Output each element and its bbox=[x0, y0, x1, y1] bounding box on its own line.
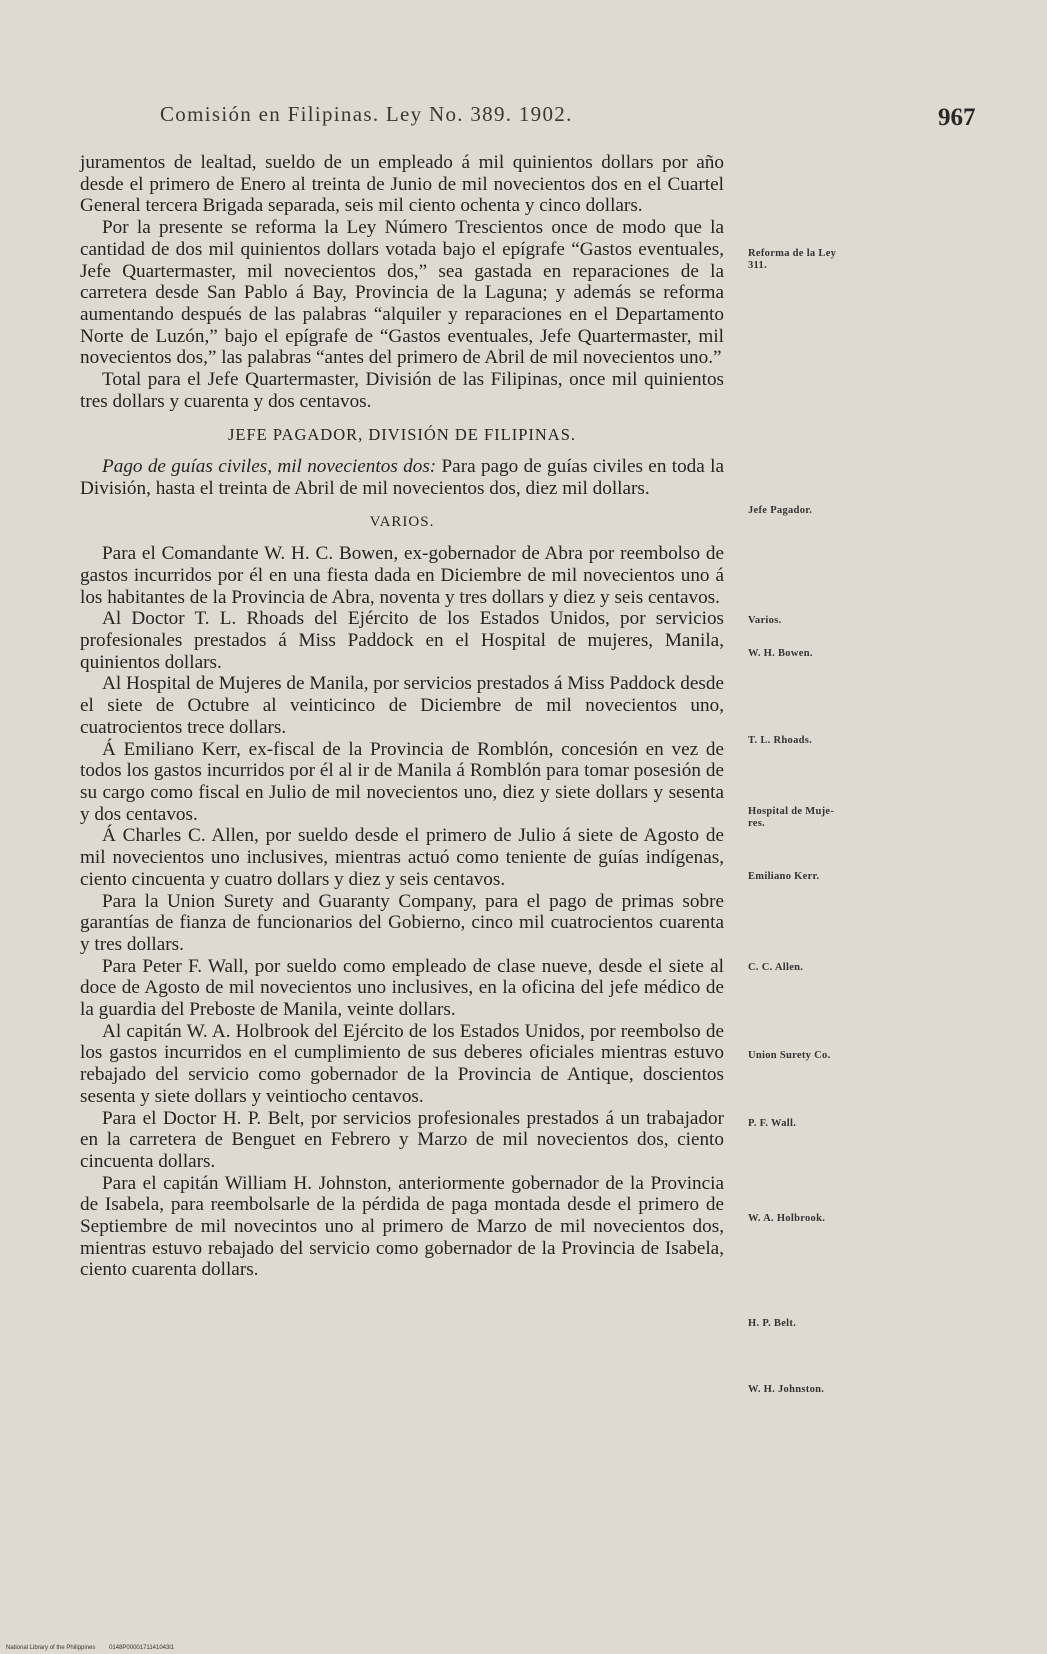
margin-note-holbrook: W. A. Holbrook. bbox=[748, 1213, 826, 1224]
page-number: 967 bbox=[938, 104, 976, 131]
paragraph: Para el Doctor H. P. Belt, por servicios profesionales prestados á un trabajador en la carretera de Benguet en Febrero y Marzo de mil novecientos dos, ciento cincuenta dollars. bbox=[80, 1107, 724, 1172]
main-text-column bbox=[80, 152, 724, 1281]
paragraph: Al Hospital de Mujeres de Manila, por servicios prestados á Miss Paddock desde el siete de Octubre al veinticinco de Diciembre de mil novecientos uno, cuatrocientos trece dollars. bbox=[80, 673, 724, 738]
margin-note-reforma bbox=[748, 248, 908, 272]
margin-note-bowen: W. H. Bowen. bbox=[748, 648, 813, 659]
margin-note-johnston: W. H. Johnston. bbox=[748, 1384, 825, 1395]
margin-note-belt: H. P. Belt. bbox=[748, 1318, 797, 1329]
margin-note-jefe-pagador: Jefe Pagador. bbox=[748, 505, 813, 516]
italic-lead: Pago de guías civiles, mil novecientos dos: bbox=[102, 456, 437, 478]
margin-note-allen: C. C. Allen. bbox=[748, 962, 804, 973]
paragraph: Á Emiliano Kerr, ex-fiscal de la Provincia de Romblón, concesión en vez de todos los gastos incurridos por él al ir de Manila á Romblón para tomar posesión de su cargo como fiscal en Julio de mil novecientos uno, diez y siete dollars y sesenta y dos centavos. bbox=[80, 738, 724, 825]
paragraph: juramentos de lealtad, sueldo de un empleado á mil quinientos dollars por año desde el primero de Enero al treinta de Junio de mil novecientos dos en el Cuartel General tercera Brigada separada, seis mil ciento ochenta y cinco dollars. bbox=[80, 152, 724, 217]
section-heading-jefe-pagador: JEFE PAGADOR, DIVISIÓN DE FILIPINAS. bbox=[228, 425, 576, 445]
running-title: Comisión en Filipinas. Ley No. 389. 1902. bbox=[160, 102, 573, 126]
footer-code: 0148P0000171141043l1 bbox=[109, 1645, 175, 1651]
paragraph: Al capitán W. A. Holbrook del Ejército de los Estados Unidos, por reembolso de los gastos incurridos en el cumplimiento de sus deberes oficiales mientras estuvo rebajado del servicio como gobernador de la Provincia de Antique, doscientos sesenta y siete dollars y veintiocho centavos. bbox=[80, 1020, 724, 1107]
section-heading-varios: VARIOS. bbox=[369, 513, 435, 530]
scan-footer bbox=[6, 1645, 186, 1651]
paragraph-text: Para pago de guías civiles en toda la División, hasta el treinta de Abril de mil novecientos dos, diez mil dollars. bbox=[80, 456, 724, 499]
margin-note-line: Hospital de Muje- bbox=[748, 806, 835, 817]
margin-note-line: 311. bbox=[748, 260, 767, 271]
paragraph bbox=[80, 456, 724, 499]
paragraph: Para Peter F. Wall, por sueldo como empleado de clase nueve, desde el siete al doce de Agosto de mil novecientos uno inclusives, en la oficina del jefe médico de la guardia del Preboste de Manila, veinte dollars. bbox=[80, 955, 724, 1021]
margin-note-wall: P. F. Wall. bbox=[748, 1118, 797, 1129]
margin-note-line: Reforma de la Ley bbox=[748, 248, 837, 259]
paragraph: Al Doctor T. L. Rhoads del Ejército de los Estados Unidos, por servicios profesionales prestados á Miss Paddock en el Hospital de mujeres, Manila, quinientos dollars. bbox=[80, 608, 724, 673]
paragraph: Para el capitán William H. Johnston, anteriormente gobernador de la Provincia de Isabela, para reembolsarle de la pérdida de paga montada desde el primero de Septiembre de mil novecintos uno al primero de Marzo de mil novecientos dos, mientras estuvo rebajado del servicio como gobernador de la Provincia de Isabela, ciento cuarenta dollars. bbox=[80, 1172, 724, 1281]
paragraph: Por la presente se reforma la Ley Número Trescientos once de modo que la cantidad de dos mil quinientos dollars votada bajo el epígrafe “Gastos eventuales, Jefe Quartermaster, mil novecientos dos,” sea gastada en reparaciones de la carretera desde San Pablo á Bay, Provincia de la Laguna; y además se reforma aumentando después de las palabras “alquiler y reparaciones en el Departamento Norte de Luzón,” bajo el epígrafe de “Gastos eventuales, Jefe Quartermaster, mil novecientos dos,” las palabras “antes del primero de Abril de mil novecientos uno.” bbox=[80, 217, 724, 369]
margin-note-union: Union Surety Co. bbox=[748, 1050, 831, 1061]
margin-note-hospital bbox=[748, 806, 908, 830]
paragraph: Para el Comandante W. H. C. Bowen, ex-gobernador de Abra por reembolso de gastos incurridos por él en una fiesta dada en Diciembre de mil novecientos uno á los habitantes de la Provincia de Abra, noventa y tres dollars y diez y seis centavos. bbox=[80, 543, 724, 608]
paragraph: Á Charles C. Allen, por sueldo desde el primero de Julio á siete de Agosto de mil novecientos uno inclusives, mientras actuó como teniente de guías indígenas, ciento cincuenta y cuatro dollars y diez y seis centavos. bbox=[80, 825, 724, 890]
paragraph: Total para el Jefe Quartermaster, División de las Filipinas, once mil quinientos tres dollars y cuarenta y dos centavos. bbox=[80, 369, 724, 412]
margin-note-rhoads: T. L. Rhoads. bbox=[748, 735, 813, 746]
margin-note-kerr: Emiliano Kerr. bbox=[748, 871, 820, 882]
footer-library: National Library of the Philippines bbox=[6, 1645, 96, 1651]
paragraph: Para la Union Surety and Guaranty Company, para el pago de primas sobre garantías de fianza de funcionarios del Gobierno, cinco mil cuatrocientos cuarenta y tres dollars. bbox=[80, 890, 724, 955]
margin-note-line: res. bbox=[748, 818, 766, 829]
margin-note-varios: Varios. bbox=[748, 615, 782, 626]
